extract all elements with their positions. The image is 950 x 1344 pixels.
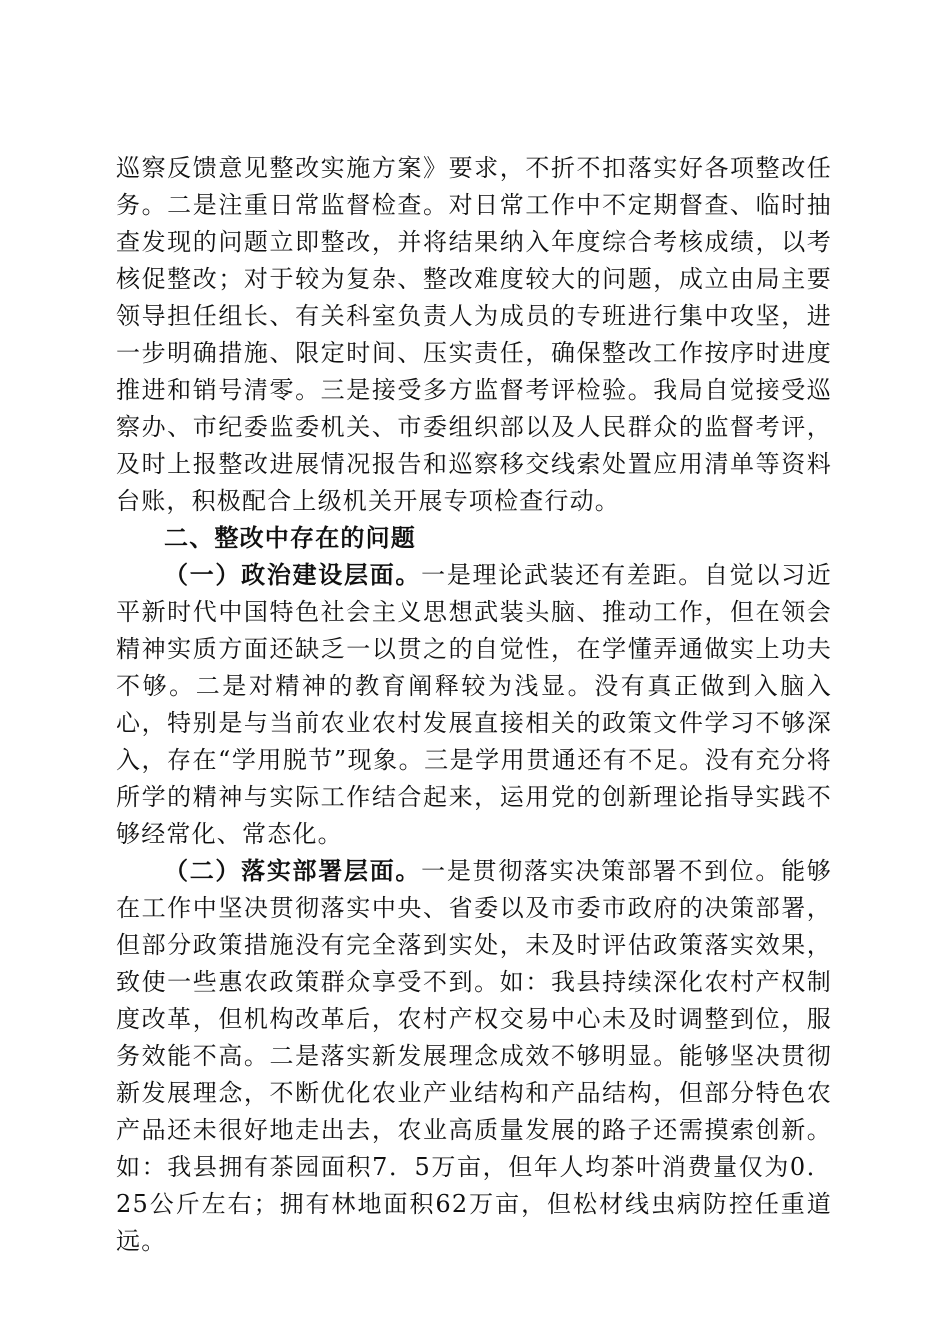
item-body: 一是贯彻落实决策部署不到位。能够在工作中坚决贯彻落实中央、省委以及市委市政府的决策部署，但部分政策措施没有完全落到实处，未及时评估政策落实效果，致使一些惠农政策群众享受不到。如：我县持续深化农村产权制度改革，但机构改革后，农村产权交易中心未及时调整到位，服务效能不高。二是落实新发展理念成效不够明显。能够坚决贯彻新发展理念，不断优化农业产业结构和产品结构，但部分特色农产品还未很好地走出去，农业高质量发展的路子还需摸索创新。如：我县拥有茶园面积7．5万亩，但年人均茶叶消费量仅为0．25公斤左右；拥有林地面积62万亩，但松材线虫病防控任重道远。 [116,857,833,1255]
item-lead: （二）落实部署层面。 [164,857,422,885]
section-heading: 二、整改中存在的问题 [164,524,416,552]
paragraph-implementation [116,853,832,1260]
paragraph-rectification-measures: 巡察反馈意见整改实施方案》要求，不折不扣落实好各项整改任务。二是注重日常监督检查。对日常工作中不定期督查、临时抽查发现的问题立即整改，并将结果纳入年度综合考核成绩，以考核促整改；对于较为复杂、整改难度较大的问题，成立由局主要领导担任组长、有关科室负责人为成员的专班进行集中攻坚，进一步明确措施、限定时间、压实责任，确保整改工作按序时进度推进和销号清零。三是接受多方监督考评检验。我局自觉接受巡察办、市纪委监委机关、市委组织部以及人民群众的监督考评，及时上报整改进展情况报告和巡察移交线索处置应用清单等资料台账，积极配合上级机关开展专项检查行动。 [116,154,832,515]
item-body: 一是理论武装还有差距。自觉以习近平新时代中国特色社会主义思想武装头脑、推动工作，但在领会精神实质方面还缺乏一以贯之的自觉性，在学懂弄通做实上功夫不够。二是对精神的教育阐释较为浅显。没有真正做到入脑入心，特别是与当前农业农村发展直接相关的政策文件学习不够深入，存在“学用脱节”现象。三是学用贯通还有不足。没有充分将所学的精神与实际工作结合起来，运用党的创新理论指导实践不够经常化、常态化。 [116,561,833,848]
paragraph-political-construction [116,557,832,853]
item-lead: （一）政治建设层面。 [164,561,422,589]
document-page [116,150,832,1260]
